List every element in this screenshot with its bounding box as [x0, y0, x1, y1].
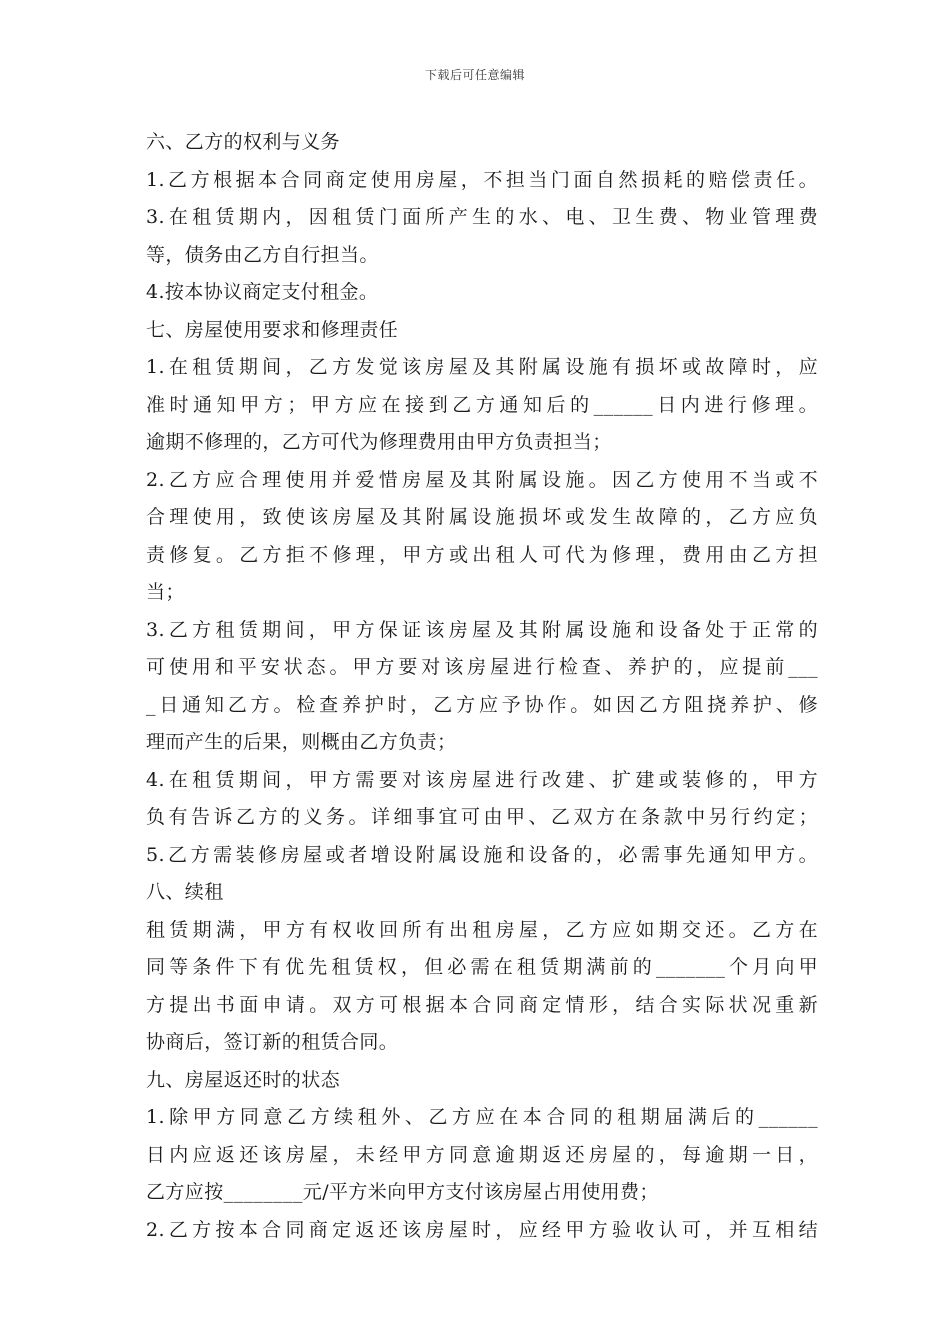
- text-line: 同等条件下有优先租赁权，但必需在租赁期满前的_______个月向甲: [146, 956, 818, 978]
- text-line: 责修复。乙方拒不修理，甲方或出租人可代为修理，费用由乙方担: [146, 543, 818, 566]
- text-line: 协商后，签订新的租赁合同。: [146, 1031, 399, 1053]
- text-line: 5.乙方需装修房屋或者增设附属设施和设备的，必需事先通知甲方。: [146, 843, 818, 866]
- text-line: 1.在租赁期间，乙方发觉该房屋及其附属设施有损坏或故障时，应: [146, 356, 818, 378]
- text-line: 当；: [146, 581, 185, 603]
- text-line: 理而产生的后果，则概由乙方负责；: [146, 731, 457, 753]
- text-line: 乙方应按________元/平方米向甲方支付该房屋占用使用费；: [146, 1181, 659, 1203]
- text-line: 4.在租赁期间，甲方需要对该房屋进行改建、扩建或装修的，甲方: [146, 768, 818, 791]
- text-line: 负有告诉乙方的义务。详细事宜可由甲、乙双方在条款中另行约定；: [146, 806, 818, 828]
- text-line: 1.除甲方同意乙方续租外、乙方应在本合同的租期届满后的______: [146, 1106, 818, 1128]
- text-line: 等，债务由乙方自行担当。: [146, 243, 379, 266]
- document-body: [146, 124, 818, 1249]
- text-line: _日通知乙方。检查养护时，乙方应予协作。如因乙方阻挠养护、修: [146, 693, 818, 716]
- text-line: 九、房屋返还时的状态: [146, 1068, 341, 1091]
- text-line: 3.乙方租赁期间，甲方保证该房屋及其附属设施和设备处于正常的: [146, 618, 818, 641]
- text-line: 逾期不修理的，乙方可代为修理费用由甲方负责担当；: [146, 431, 612, 453]
- text-line: 方提出书面申请。双方可根据本合同商定情形，结合实际状况重新: [146, 993, 818, 1016]
- text-line: 3.在租赁期内，因租赁门面所产生的水、电、卫生费、物业管理费: [146, 206, 818, 228]
- text-line: 可使用和平安状态。甲方要对该房屋进行检查、养护的，应提前___: [146, 656, 818, 678]
- text-line: 2.乙方应合理使用并爱惜房屋及其附属设施。因乙方使用不当或不: [146, 468, 818, 491]
- text-line: 七、房屋使用要求和修理责任: [146, 318, 399, 341]
- text-line: 六、乙方的权利与义务: [146, 131, 341, 153]
- text-line: 日内应返还该房屋，未经甲方同意逾期返还房屋的，每逾期一日，: [146, 1143, 818, 1166]
- text-line: 租赁期满，甲方有权收回所有出租房屋，乙方应如期交还。乙方在: [146, 918, 818, 941]
- text-line: 4.按本协议商定支付租金。: [146, 281, 379, 303]
- text-line: 2.乙方按本合同商定返还该房屋时，应经甲方验收认可，并互相结: [146, 1218, 818, 1241]
- text-line: 1.乙方根据本合同商定使用房屋，不担当门面自然损耗的赔偿责任。: [146, 168, 818, 191]
- text-line: 八、续租: [146, 881, 224, 903]
- text-line: 准时通知甲方；甲方应在接到乙方通知后的______日内进行修理。: [146, 393, 818, 416]
- page-header: 下载后可任意编辑: [424, 68, 525, 82]
- text-line: 合理使用，致使该房屋及其附属设施损坏或发生故障的，乙方应负: [146, 506, 818, 528]
